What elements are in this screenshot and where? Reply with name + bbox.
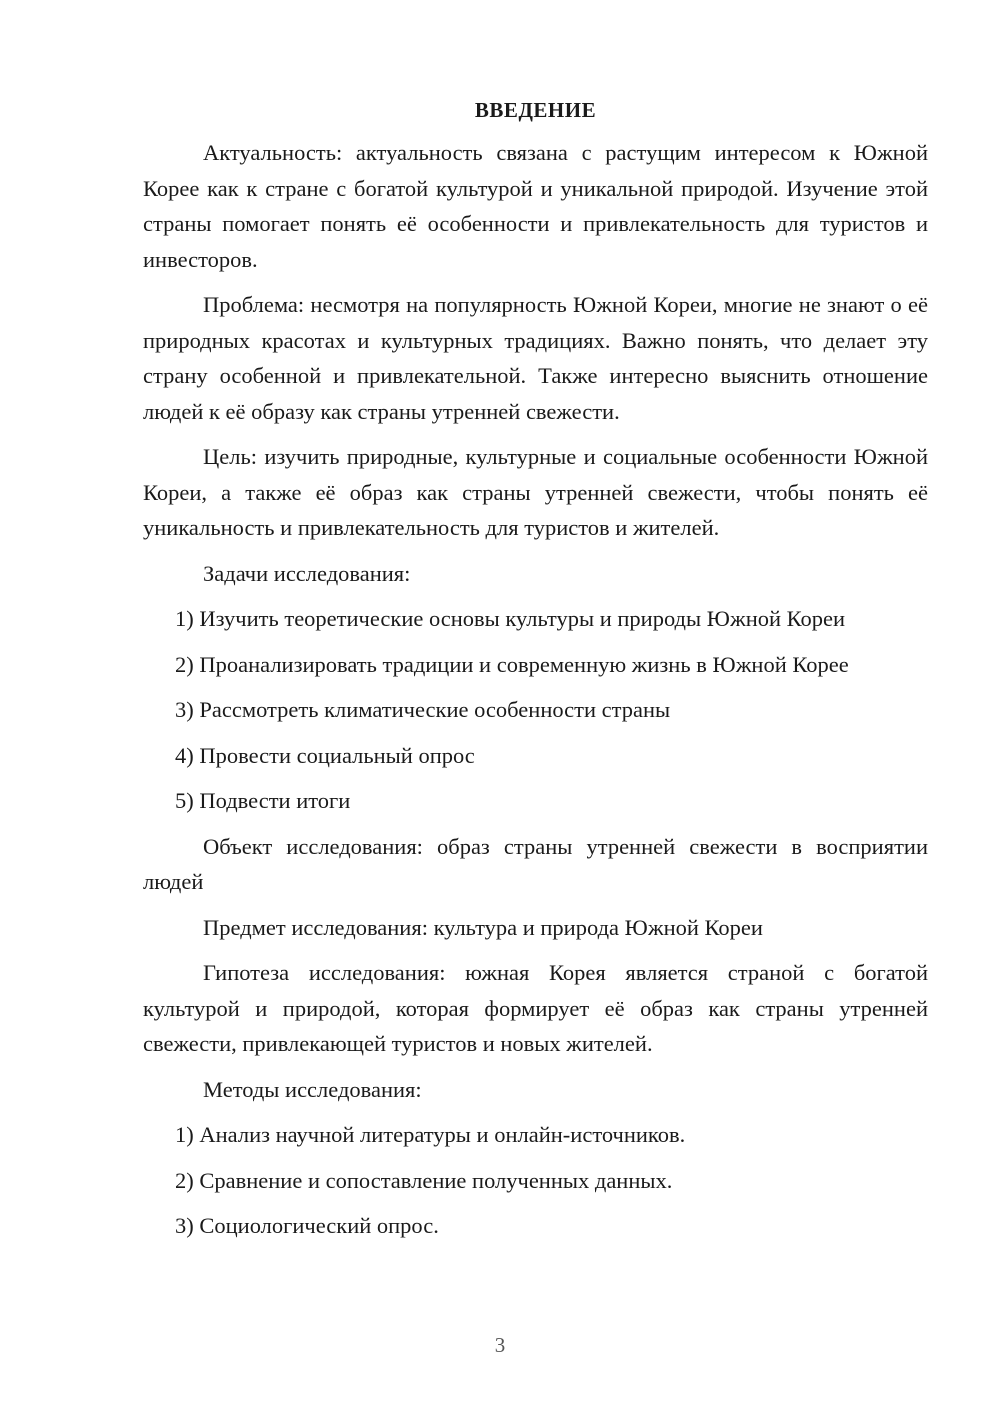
subject-paragraph: Предмет исследования: культура и природа Южной Кореи bbox=[203, 914, 763, 940]
problem-paragraph: Проблема: несмотря на популярность Южной Кореи, многие не знают о её природных красотах и культурных традициях. Важно понять, что делает эту страну особенной и привлекательной. Также интересно выяснить отношение людей к её образу как страны утренней свежести. bbox=[143, 292, 928, 424]
method-item-1: 1) Анализ научной литературы и онлайн-источников. bbox=[175, 1122, 686, 1147]
relevance-paragraph: Актуальность: актуальность связана с растущим интересом к Южной Корее как к стране с богатой культурой и уникальной природой. Изучение этой страны помогает понять её особенности и привлекательность для туристов и инвесторов. bbox=[143, 140, 928, 272]
task-item-2: 2) Проанализировать традиции и современную жизнь в Южной Корее bbox=[175, 651, 849, 677]
page-number: 3 bbox=[494, 1333, 506, 1357]
tasks-list bbox=[143, 601, 928, 819]
document-page bbox=[143, 95, 928, 1254]
method-item-3: 3) Социологический опрос. bbox=[175, 1213, 439, 1238]
method-item-2: 2) Сравнение и сопоставление полученных данных. bbox=[175, 1167, 673, 1193]
task-item-5: 5) Подвести итоги bbox=[175, 788, 351, 813]
task-item-4: 4) Провести социальный опрос bbox=[175, 742, 475, 768]
tasks-heading: Задачи исследования: bbox=[203, 560, 411, 586]
object-paragraph: Объект исследования: образ страны утренней свежести в восприятии людей bbox=[143, 833, 928, 894]
hypothesis-paragraph: Гипотеза исследования: южная Корея является страной с богатой культурой и природой, которая формирует её образ как страны утренней свежести, привлекающей туристов и новых жителей. bbox=[143, 960, 928, 1056]
task-item-3: 3) Рассмотреть климатические особенности страны bbox=[175, 697, 671, 722]
goal-paragraph: Цель: изучить природные, культурные и социальные особенности Южной Кореи, а также её образ как страны утренней свежести, чтобы понять её уникальность и привлекательность для туристов и жителей. bbox=[143, 444, 928, 540]
section-title: ВВЕДЕНИЕ bbox=[474, 98, 597, 122]
methods-heading: Методы исследования: bbox=[203, 1076, 422, 1102]
task-item-1: 1) Изучить теоретические основы культуры и природы Южной Кореи bbox=[175, 606, 846, 631]
methods-list bbox=[143, 1117, 928, 1244]
